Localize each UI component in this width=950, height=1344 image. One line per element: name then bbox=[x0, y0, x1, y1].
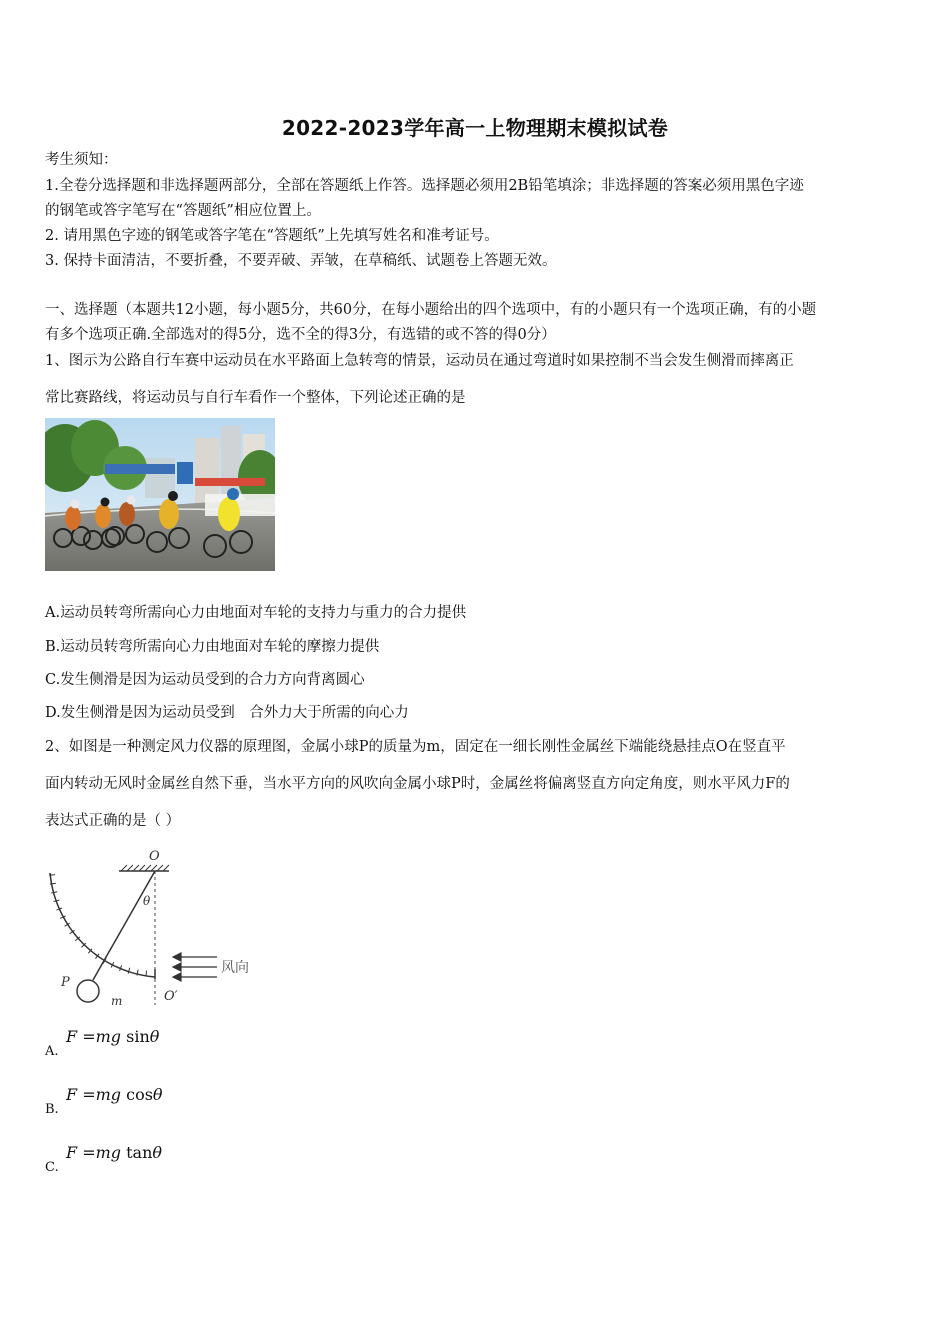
question-2-option-c-letter: C. bbox=[45, 1160, 59, 1175]
wind-force-diagram bbox=[45, 845, 265, 1010]
question-2-option-a-formula bbox=[66, 1027, 159, 1046]
label-o: O bbox=[149, 849, 160, 864]
label-p: P bbox=[61, 975, 70, 990]
question-2-option-b-formula bbox=[66, 1085, 163, 1104]
question-1-stem-1: 1、图示为公路自行车赛中运动员在水平路面上急转弯的情景，运动员在通过弯道时如果控制不当会发生侧滑而摔离正 bbox=[45, 353, 794, 369]
formula-fn: tan bbox=[121, 1143, 153, 1162]
formula-fn: sin bbox=[121, 1027, 150, 1046]
cycling-race-photo bbox=[45, 418, 275, 571]
formula-eq: = bbox=[77, 1027, 96, 1046]
section-instructions-1: 一、选择题（本题共12小题，每小题5分，共60分，在每小题给出的四个选项中，有的小题只有一个选项正确，有的小题 bbox=[45, 302, 817, 318]
label-o-prime: O′ bbox=[164, 989, 178, 1004]
notice-item-1-cont: 的钢笔或答字笔写在“答题纸”相应位置上。 bbox=[45, 203, 321, 219]
formula-var: θ bbox=[149, 1027, 160, 1046]
formula-fn: cos bbox=[121, 1085, 153, 1104]
scale-tick bbox=[146, 971, 147, 977]
formula-lhs: F bbox=[66, 1085, 78, 1104]
formula-mg: mg bbox=[95, 1085, 122, 1104]
notice-item-1: 1.全卷分选择题和非选择题两部分，全部在答题纸上作答。选择题必须用2B铅笔填涂；非选择题的答案必须用黑色字迹 bbox=[45, 178, 804, 194]
question-1-option-a: A.运动员转弯所需向心力由地面对车轮的支持力与重力的合力提供 bbox=[45, 605, 467, 621]
question-2-stem-1: 2、如图是一种测定风力仪器的原理图，金属小球P的质量为m，固定在一细长刚性金属丝下端能绕悬挂点O在竖直平 bbox=[45, 739, 786, 755]
notice-item-3: 3. 保持卡面清洁，不要折叠，不要弄破、弄皱，在草稿纸、试题卷上答题无效。 bbox=[45, 253, 557, 269]
formula-mg: mg bbox=[95, 1027, 122, 1046]
question-2-option-a-letter: A. bbox=[45, 1044, 59, 1059]
scale-tick bbox=[51, 892, 57, 893]
question-1-stem-2: 常比赛路线，将运动员与自行车看作一个整体，下列论述正确的是 bbox=[45, 390, 466, 406]
formula-eq: = bbox=[77, 1085, 96, 1104]
question-2-stem-3: 表达式正确的是（ ） bbox=[45, 813, 181, 829]
label-theta: θ bbox=[143, 894, 151, 908]
label-m: m bbox=[111, 994, 123, 1008]
question-2-stem-2: 面内转动无风时金属丝自然下垂，当水平方向的风吹向金属小球P时，金属丝将偏离竖直方向定角度，则水平风力F的 bbox=[45, 776, 790, 792]
label-wind-direction: 风向 bbox=[221, 960, 249, 976]
formula-eq: = bbox=[77, 1143, 96, 1162]
question-1-option-d: D.发生侧滑是因为运动员受到 合外力大于所需的向心力 bbox=[45, 705, 409, 721]
formula-lhs: F bbox=[66, 1027, 78, 1046]
notice-heading: 考生须知： bbox=[45, 152, 118, 168]
page-title: 2022-2023学年高一上物理期末模拟试卷 bbox=[281, 116, 669, 140]
formula-var: θ bbox=[152, 1143, 163, 1162]
formula-var: θ bbox=[152, 1085, 163, 1104]
formula-mg: mg bbox=[95, 1143, 122, 1162]
question-1-option-b: B.运动员转弯所需向心力由地面对车轮的摩擦力提供 bbox=[45, 639, 380, 655]
notice-item-2: 2. 请用黑色字迹的钢笔或答字笔在“答题纸”上先填写姓名和准考证号。 bbox=[45, 228, 499, 244]
question-2-option-b-letter: B. bbox=[45, 1102, 59, 1117]
formula-lhs: F bbox=[66, 1143, 78, 1162]
section-instructions-2: 有多个选项正确.全部选对的得5分，选不全的得3分，有选错的或不答的得0分） bbox=[45, 327, 556, 343]
question-2-option-c-formula bbox=[66, 1143, 162, 1162]
question-1-option-c: C.发生侧滑是因为运动员受到的合力方向背离圆心 bbox=[45, 672, 365, 688]
